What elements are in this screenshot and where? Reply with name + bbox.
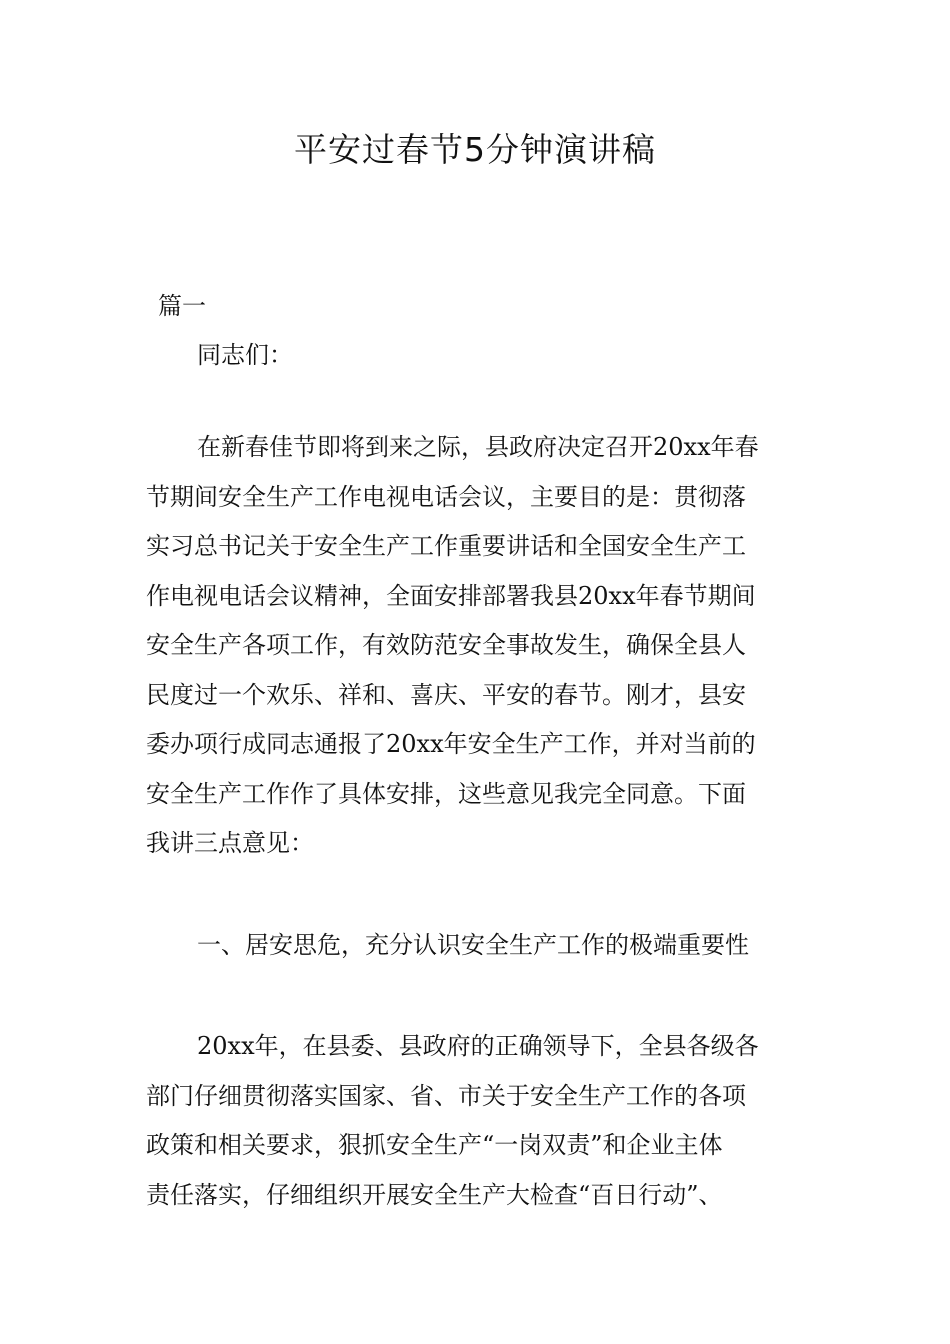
- section-heading-1: 一、居安思危，充分认识安全生产工作的极端重要性: [197, 931, 749, 959]
- paragraph-1: [146, 423, 816, 869]
- paragraph-2: [146, 1022, 816, 1220]
- paragraph-line: 委办项行成同志通报了20xx年安全生产工作，并对当前的: [146, 730, 756, 758]
- section-label: 篇一: [158, 292, 206, 320]
- paragraph-line: 政策和相关要求，狠抓安全生产“一岗双责”和企业主体: [146, 1131, 723, 1159]
- document-title: 平安过春节5分钟演讲稿: [294, 130, 656, 169]
- paragraph-line: 部门仔细贯彻落实国家、省、市关于安全生产工作的各项: [146, 1081, 746, 1110]
- paragraph-line: 节期间安全生产工作电视电话会议，主要目的是：贯彻落: [146, 482, 746, 511]
- paragraph-line: 作电视电话会议精神，全面安排部署我县20xx年春节期间: [146, 581, 756, 610]
- paragraph-line: 20xx年，在县委、县政府的正确领导下，全县各级各: [197, 1032, 759, 1060]
- paragraph-line: 安全生产工作作了具体安排，这些意见我完全同意。下面: [146, 779, 746, 808]
- paragraph-line: 安全生产各项工作，有效防范安全事故发生，确保全县人: [146, 631, 746, 659]
- salutation: 同志们：: [197, 341, 293, 369]
- paragraph-line: 我讲三点意见：: [146, 829, 314, 857]
- paragraph-line: 在新春佳节即将到来之际，县政府决定召开20xx年春: [197, 433, 759, 461]
- paragraph-line: 民度过一个欢乐、祥和、喜庆、平安的春节。刚才，县安: [146, 680, 746, 709]
- paragraph-line: 责任落实，仔细组织开展安全生产大检查“百日行动”、: [146, 1180, 723, 1209]
- paragraph-line: 实习总书记关于安全生产工作重要讲话和全国安全生产工: [146, 532, 746, 560]
